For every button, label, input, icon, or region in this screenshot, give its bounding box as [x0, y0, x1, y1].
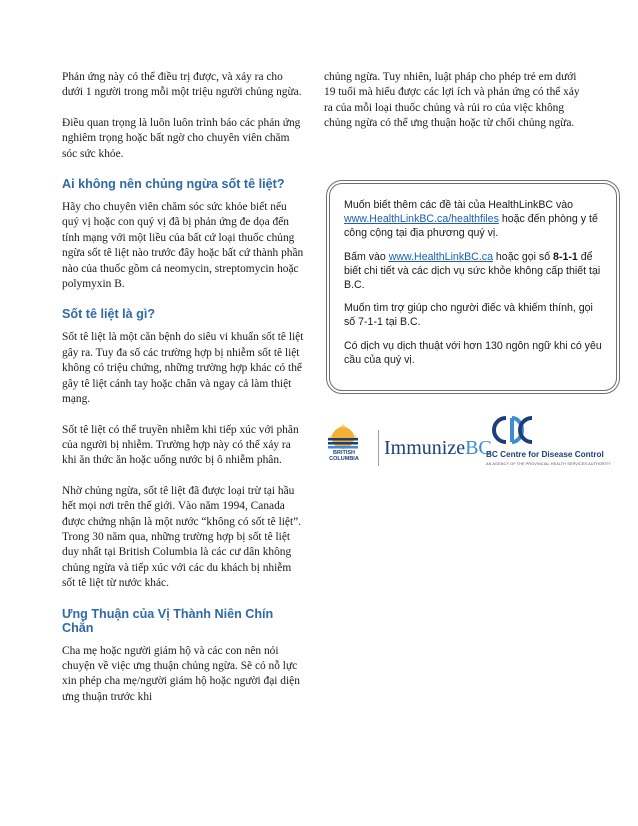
- info-text: hoặc gọi số: [492, 250, 554, 263]
- info-translation: Có dịch vụ dịch thuật với hơn 130 ngôn ngữ khi có yêu cầu của quý vị.: [344, 339, 602, 366]
- phone-811: 8-1-1: [553, 250, 578, 263]
- info-text: hoặc đến phòng y tế công cộng tại địa phương quý vị.: [344, 213, 598, 240]
- immunize-bc-text: BC: [465, 437, 492, 459]
- info-call-811: [344, 250, 606, 293]
- who-should-not-paragraph: Hãy cho chuyên viên chăm sóc sức khỏe biết nếu quý vị hoặc con quý vị đã bị phản ứng đe dọa đến tính mạng với một liều của bất cứ loại thuốc chủng ngừa sốt tê liệt nào trước đây hoặc bất cứ thành phần nào của thuốc gồm cả neomycin, streptomycin hoặc polymyxin B.: [62, 201, 304, 291]
- transmission-paragraph: Sốt tê liệt có thể truyền nhiễm khi tiếp xúc với phân của người bị nhiễm. Trường hợp này có thể xảy ra khi ăn thức ăn hoặc uống nước bị ô nhiễm phân.: [62, 423, 299, 467]
- consent-continuation-paragraph: chủng ngừa. Tuy nhiên, luật pháp cho phép trẻ em dưới 19 tuổi mà hiểu được các lợi ích và phản ứng có thể xảy ra của mỗi loại thuốc chủng và rủi ro của việc không chủng ngừa có thể ưng thuận hoặc từ chối chủng ngừa.: [324, 71, 580, 130]
- info-deaf-711: Muốn tìm trợ giúp cho người điếc và khiếm thính, gọi số 7-1-1 tại B.C.: [344, 302, 593, 329]
- right-column: [324, 70, 586, 147]
- bc-logo-text: BRITISH COLUMBIA: [329, 450, 359, 462]
- left-column: [62, 70, 306, 705]
- bccdc-name: BC Centre for Disease Control: [486, 450, 604, 459]
- reaction-rate-paragraph: Phản ứng này có thể điều trị được, và xảy ra cho dưới 1 người trong mỗi một triệu người chủng ngừa.: [62, 71, 302, 99]
- healthfiles-link[interactable]: www.HealthLinkBC.ca/healthfiles: [344, 213, 499, 226]
- bc-government-logo-icon: [318, 416, 368, 472]
- report-reaction-paragraph: Điều quan trọng là luôn luôn trình báo các phản ứng nghiêm trọng hoặc bất ngờ cho chuyên viên chăm sóc sức khỏe.: [62, 116, 301, 160]
- what-is-polio-paragraph: Sốt tê liệt là một căn bệnh do siêu vi khuẩn sốt tê liệt gây ra. Tuy đa số các trường hợp bị nhiễm sốt tê liệt không có triệu chứng, những trường hợp khác có thể gây tê liệt cánh tay hoặc chân và ngay cả làm thiệt mạng.: [62, 331, 304, 406]
- info-healthfiles: [344, 198, 606, 241]
- mature-minor-heading: Ưng Thuận của Vị Thành Niên Chín Chắn: [62, 606, 274, 635]
- immunize-text: Immunize: [384, 437, 466, 459]
- bccdc-subtitle: AN AGENCY OF THE PROVINCIAL HEALTH SERVICES AUTHORITY: [486, 462, 611, 466]
- mature-minor-paragraph: Cha mẹ hoặc người giám hộ và các con nên nói chuyện về việc ưng thuận chủng ngừa. Sẽ có nỗ lực xin phép cha mẹ/người giám hộ hoặc người đại diện ưng thuận trước khi: [62, 644, 300, 703]
- info-text: Bấm vào: [344, 250, 389, 263]
- elimination-paragraph: Nhờ chủng ngừa, sốt tê liệt đã được loại trừ tại hầu hết mọi nơi trên thế giới. Vào năm 1994, Canada được chứng nhận là một nước “không có sốt tê liệt”. Trong 30 năm qua, những trường hợp bị sốt tê liệt duy nhất tại British Columbia là các cư dân không chủng ngừa và tiếp xúc với các du khách bị nhiễm sốt tê liệt từ nước khác.: [62, 484, 302, 590]
- healthlink-link[interactable]: www.HealthLinkBC.ca: [388, 250, 493, 263]
- immunizebc-logo: [384, 437, 492, 460]
- what-is-polio-heading: Sốt tê liệt là gì?: [62, 307, 156, 322]
- info-text: để biết chi tiết và các dịch vụ sức khỏe không cấp thiết tại B.C.: [344, 250, 601, 292]
- logo-divider: [378, 430, 379, 466]
- who-should-not-heading: Ai không nên chủng ngừa sốt tê liệt?: [62, 177, 285, 192]
- logo-strip: [318, 412, 623, 476]
- healthlink-info-box: [326, 180, 620, 394]
- bccdc-logo-icon: [488, 412, 536, 448]
- info-text: Muốn biết thêm các đề tài của HealthLinkBC vào: [344, 199, 574, 211]
